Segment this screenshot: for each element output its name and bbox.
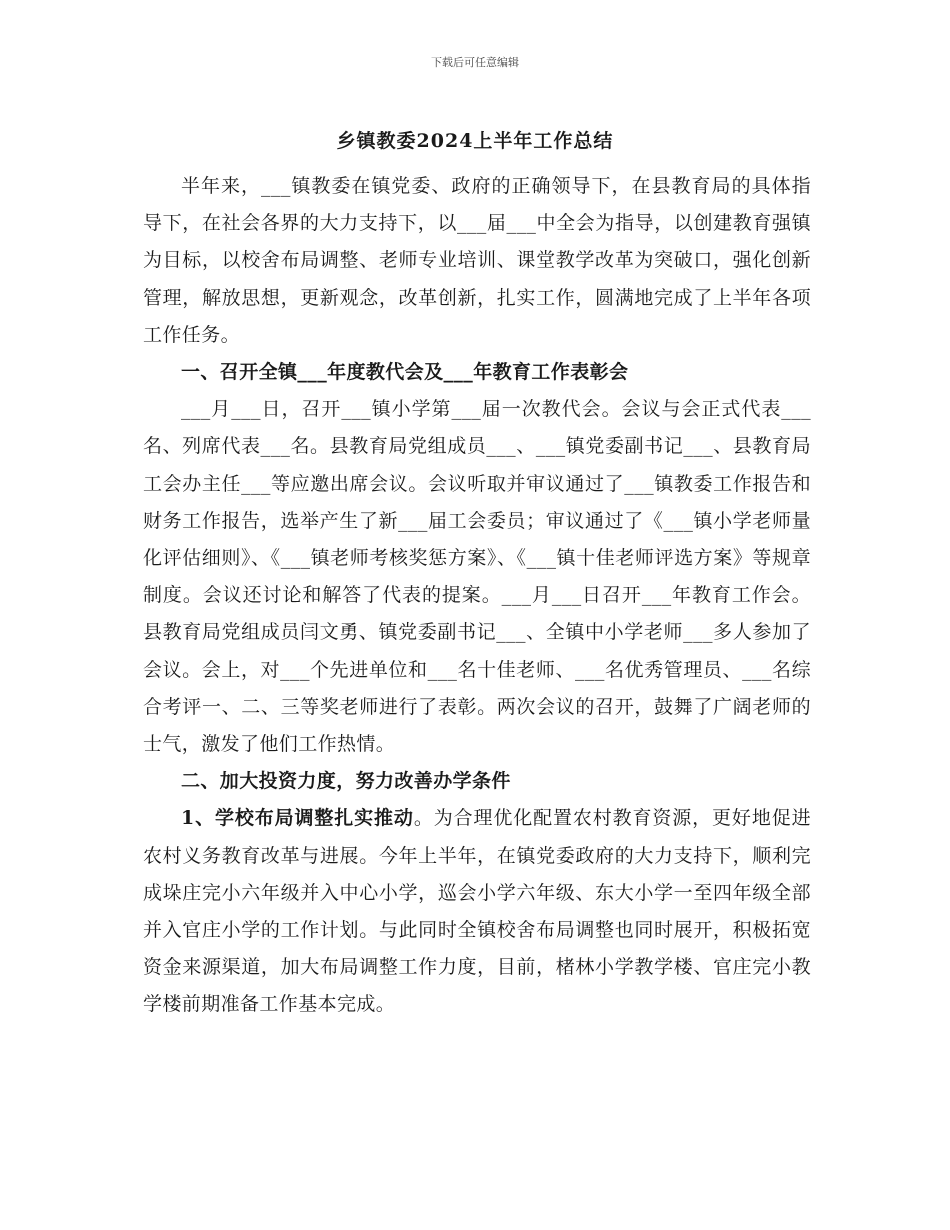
- section-heading-2: 二、加大投资力度，努力改善办学条件: [181, 770, 511, 793]
- intro-paragraph: 半年来，___镇教委在镇党委、政府的正确领导下，在县教育局的具体指导下，在社会各界的大力支持下，以___届___中全会为指导，以创建教育强镇为目标，以校舍布局调整、老师专业培训、课堂教学改革为突破口，强化创新管理，解放思想，更新观念，改革创新，扎实工作，圆满地完成了上半年各项工作任务。: [143, 175, 811, 346]
- document-body: [143, 168, 811, 1024]
- subsection-lead: 1、学校布局调整扎实推动: [181, 807, 414, 830]
- meeting-paragraph: ___月___日，召开___镇小学第___届一次教代会。会议与会正式代表___名、列席代表___名。县教育局党组成员___、___镇党委副书记___、县教育局工会办主任___等应邀出席会议。会议听取并审议通过了___镇教委工作报告和财务工作报告，选举产生了新___届工会委员；审议通过了《___镇小学老师量化评估细则》、《___镇老师考核奖惩方案》、《___镇十佳老师评选方案》等规章制度。会议还讨论和解答了代表的提案。___月___日召开___年教育工作会。县教育局党组成员闫文勇、镇党委副书记___、全镇中小学老师___多人参加了会议。会上，对___个先进单位和___名十佳老师、___名优秀管理员、___名综合考评一、二、三等奖老师进行了表彰。两次会议的召开，鼓舞了广阔老师的士气，激发了他们工作热情。: [143, 398, 811, 756]
- section-heading-1: 一、召开全镇___年度教代会及___年教育工作表彰会: [181, 361, 629, 384]
- layout-adjustment-paragraph: [143, 800, 811, 1023]
- subsection-text: 。为合理优化配置农村教育资源，更好地促进农村义务教育改革与进展。今年上半年，在镇党委政府的大力支持下，顺利完成垛庄完小六年级并入中心小学，巡会小学六年级、东大小学一至四年级全部并入官庄小学的工作计划。与此同时全镇校舍布局调整也同时展开，积极拓宽资金来源渠道，加大布局调整工作力度，目前，楮林小学教学楼、官庄完小教学楼前期准备工作基本完成。: [143, 807, 811, 1016]
- page-header-note: 下载后可任意编辑: [431, 56, 519, 69]
- document-title: 乡镇教委2024上半年工作总结: [336, 130, 614, 152]
